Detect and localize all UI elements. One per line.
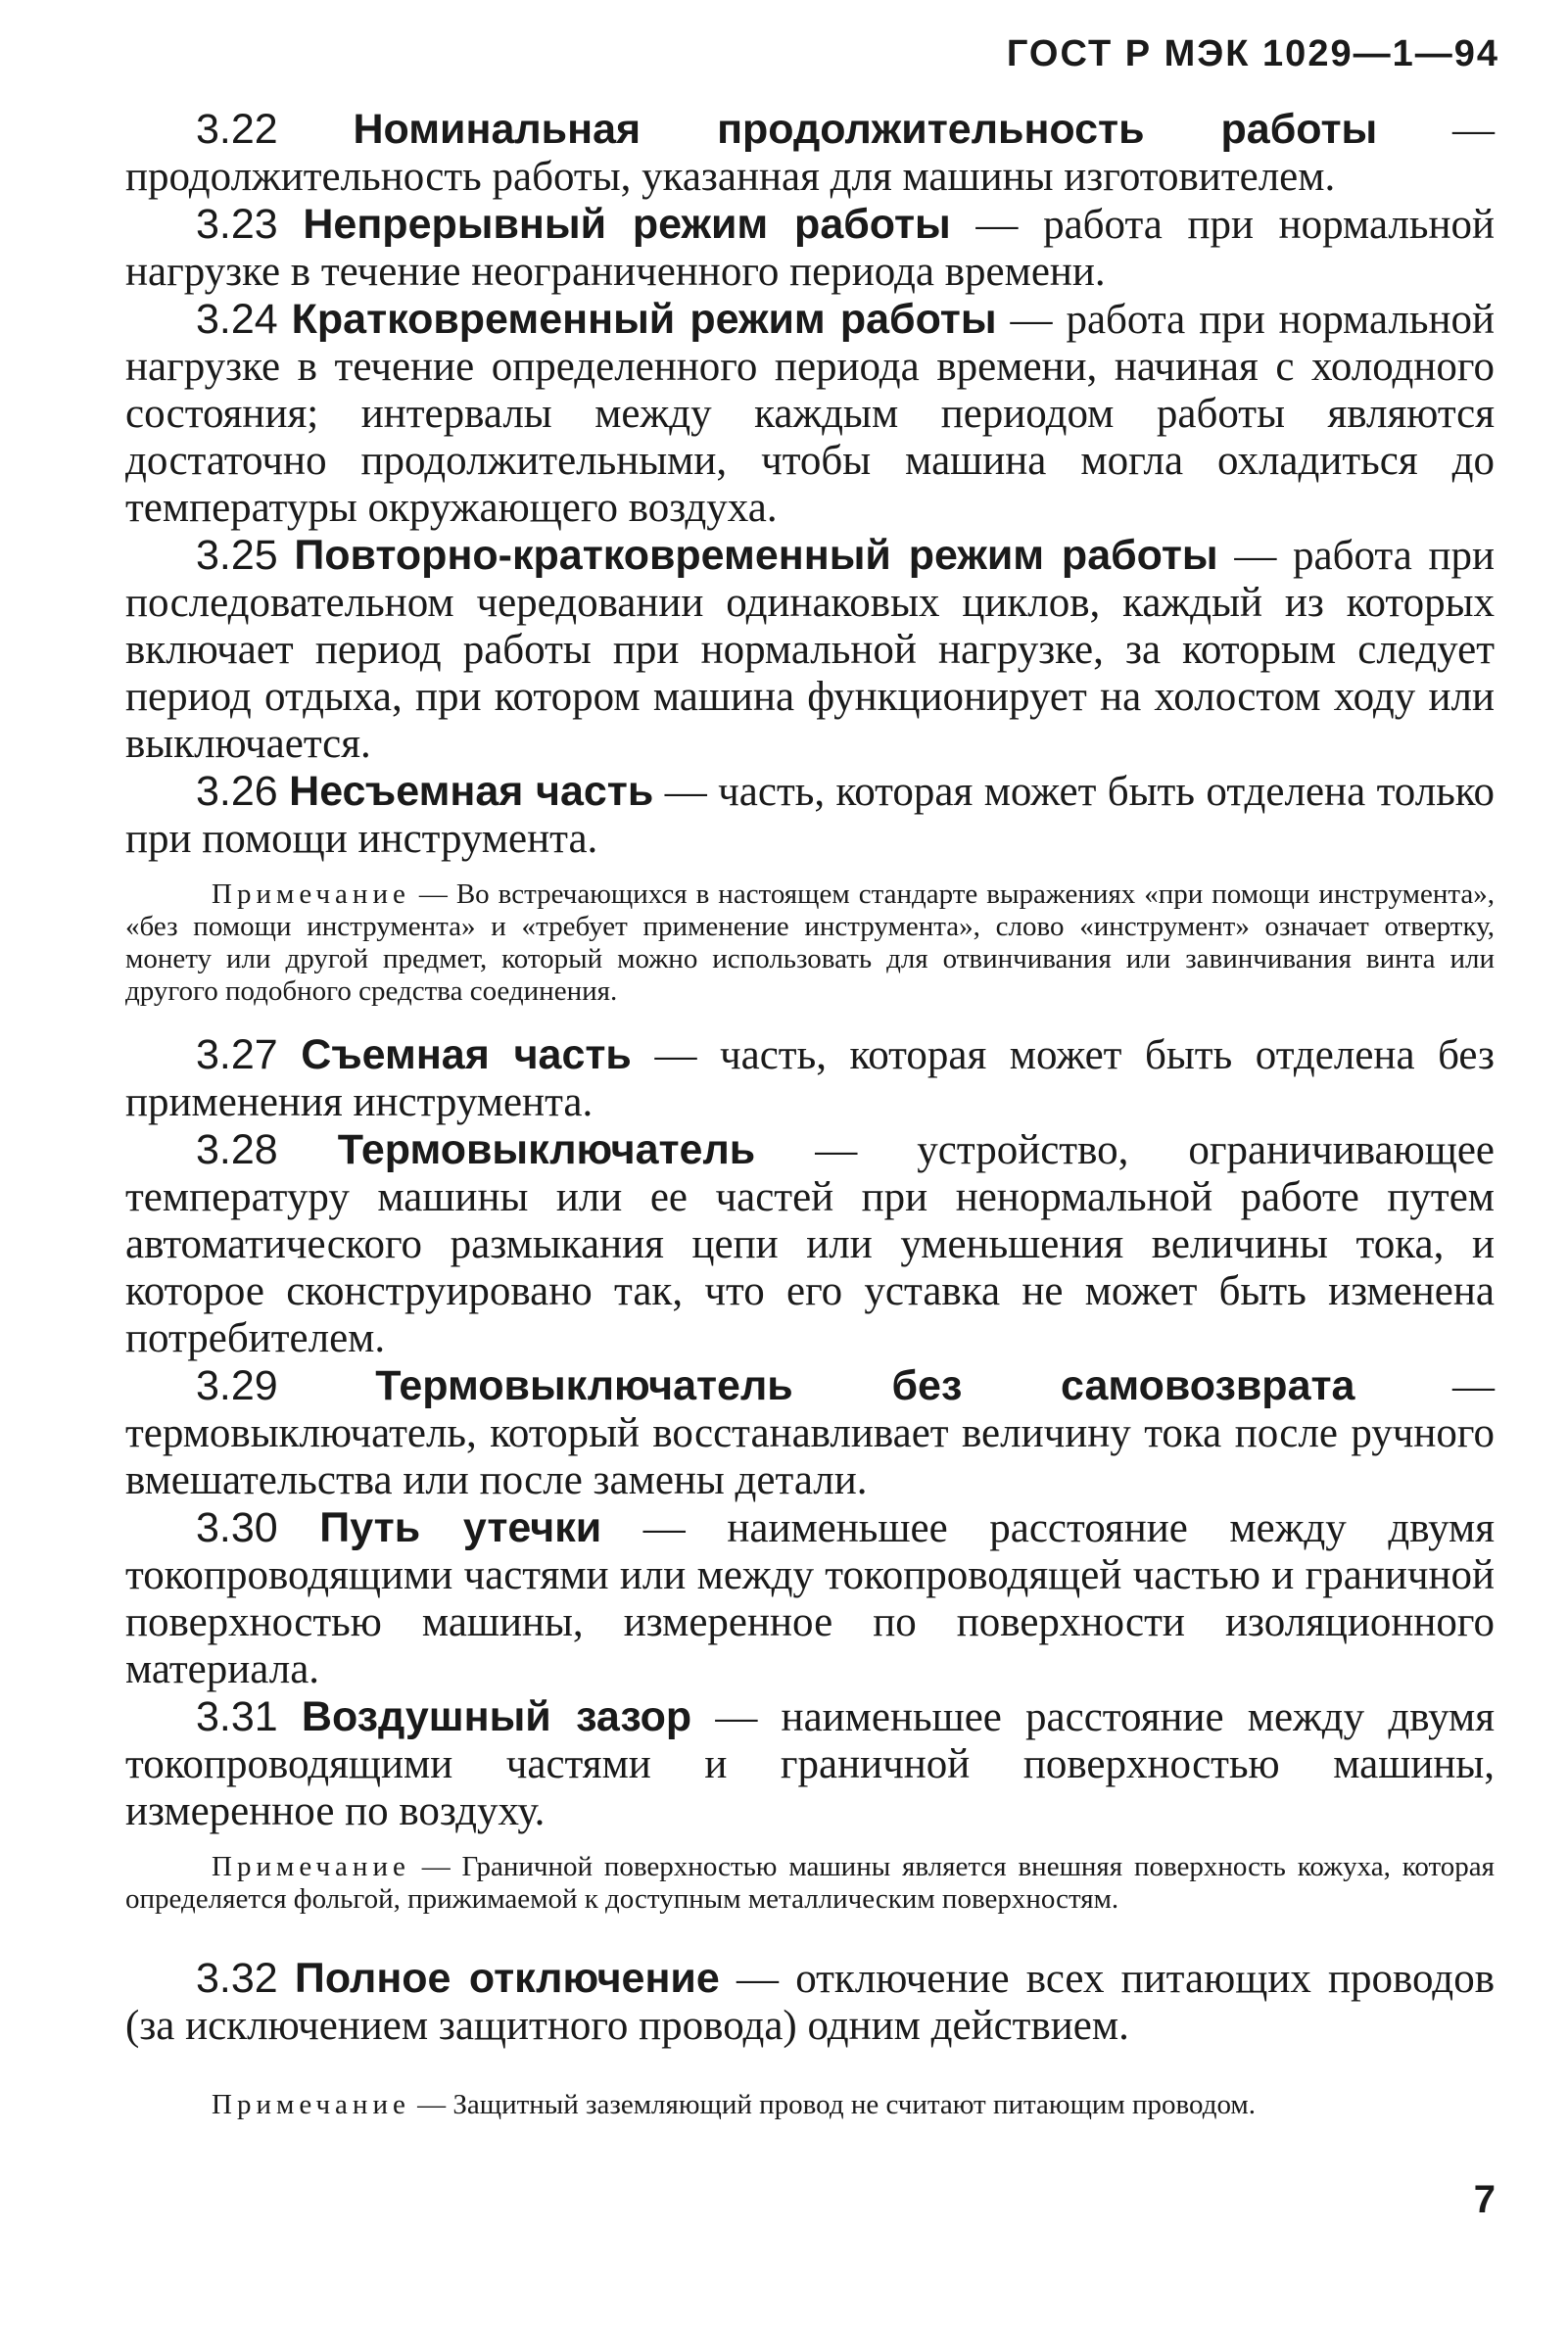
- term-definition: — работа при нормальной нагрузке в течение неограниченного периода времени.: [125, 202, 1496, 295]
- note-label: Примечание: [212, 1851, 410, 1882]
- term-definition: — часть, которая может быть отделена без применения инструмента.: [125, 1032, 1496, 1125]
- term-definition: — часть, которая может быть отделена только при помощи инструмента.: [125, 769, 1496, 862]
- term-3-30: [125, 1504, 1495, 1693]
- term-3-32: [125, 1955, 1495, 2050]
- note-text: — Во встречающихся в настоящем стандарте выражениях «при помощи инструмента», «без помощи инструмента» и «требует применение инструмента», слово «инструмент» означает отвертку, монету или другой предмет, который можно использовать для отвинчивания или завинчивания винта или другого подобного средства соединения.: [125, 878, 1495, 1007]
- term-3-28: [125, 1126, 1495, 1362]
- term-name: Несъемная часть: [289, 768, 654, 815]
- term-3-27: [125, 1031, 1495, 1126]
- term-name: Съемная часть: [301, 1031, 632, 1078]
- term-3-26: [125, 768, 1495, 863]
- term-definition: — работа при нормальной нагрузке в течение определенного периода времени, начиная с холодного состояния; интервалы между каждым периодом работы являются достаточно продолжительными, чтобы машина могла охладиться до температуры окружающего воздуха.: [125, 297, 1496, 531]
- term-3-22: [125, 106, 1495, 201]
- term-number: 3.25: [196, 532, 278, 579]
- note-boundary-surface: [125, 1851, 1495, 1916]
- note-text: — Защитный заземляющий провод не считают питающим проводом.: [409, 2089, 1257, 2120]
- term-number: 3.28: [196, 1126, 278, 1173]
- term-name: Воздушный зазор: [301, 1693, 692, 1740]
- note-label: Примечание: [212, 878, 410, 910]
- term-number: 3.26: [196, 768, 278, 815]
- term-definition: — работа при последовательном чередовании одинаковых циклов, каждый из которых включает период работы при нормальной нагрузке, за которым следует период отдыха, при котором машина функционирует на холостом ходу или выключается.: [125, 533, 1495, 767]
- term-number: 3.24: [196, 296, 278, 343]
- document-header: ГОСТ Р МЭК 1029—1—94: [1006, 33, 1499, 74]
- term-definition: — продолжительность работы, указанная для машины изготовителем.: [125, 107, 1496, 200]
- document-body: [125, 106, 1495, 2121]
- page-number: 7: [1473, 2178, 1496, 2221]
- term-3-29: [125, 1362, 1495, 1504]
- term-name: Термовыключатель без самовозврата: [375, 1362, 1355, 1409]
- term-number: 3.29: [196, 1362, 278, 1409]
- term-name: Кратковременный режим работы: [291, 296, 997, 343]
- term-name: Непрерывный режим работы: [303, 201, 951, 248]
- term-3-31: [125, 1693, 1495, 1835]
- term-number: 3.23: [196, 201, 278, 248]
- note-text: — Граничной поверхностью машины является внешняя поверхность кожуха, которая определяется фольгой, прижимаемой к доступным металлическим поверхностям.: [125, 1851, 1495, 1915]
- term-name: Путь утечки: [319, 1504, 602, 1551]
- term-definition: — устройство, ограничивающее температуру машины или ее частей при ненормальной работе путем автоматического размыкания цепи или уменьшения величины тока, и которое сконструировано так, что его уставка не может быть изменена потребителем.: [125, 1127, 1495, 1361]
- note-tool: [125, 878, 1495, 1008]
- term-name: Термовыключатель: [337, 1126, 756, 1173]
- term-name: Повторно-кратковременный режим работы: [294, 532, 1218, 579]
- term-3-25: [125, 532, 1495, 768]
- term-number: 3.32: [196, 1955, 278, 2002]
- term-definition: — термовыключатель, который восстанавливает величину тока после ручного вмешательства или после замены детали.: [125, 1363, 1496, 1503]
- note-label: Примечание: [212, 2089, 410, 2120]
- term-definition: — наименьшее расстояние между двумя токопроводящими частями и граничной поверхностью машины, измеренное по воздуху.: [125, 1694, 1495, 1834]
- term-3-23: [125, 201, 1495, 296]
- term-number: 3.30: [196, 1504, 278, 1551]
- term-definition: — отключение всех питающих проводов (за исключением защитного провода) одним действием.: [125, 1956, 1495, 2049]
- term-name: Полное отключение: [294, 1955, 720, 2002]
- note-protective-conductor: [125, 2089, 1495, 2121]
- term-definition: — наименьшее расстояние между двумя токопроводящими частями или между токопроводящей частью и граничной поверхностью машины, измеренное по поверхности изоляционного материала.: [125, 1505, 1495, 1692]
- term-3-24: [125, 296, 1495, 532]
- term-number: 3.27: [196, 1031, 278, 1078]
- term-number: 3.31: [196, 1693, 278, 1740]
- term-number: 3.22: [196, 106, 278, 153]
- term-name: Номинальная продолжительность работы: [353, 106, 1378, 153]
